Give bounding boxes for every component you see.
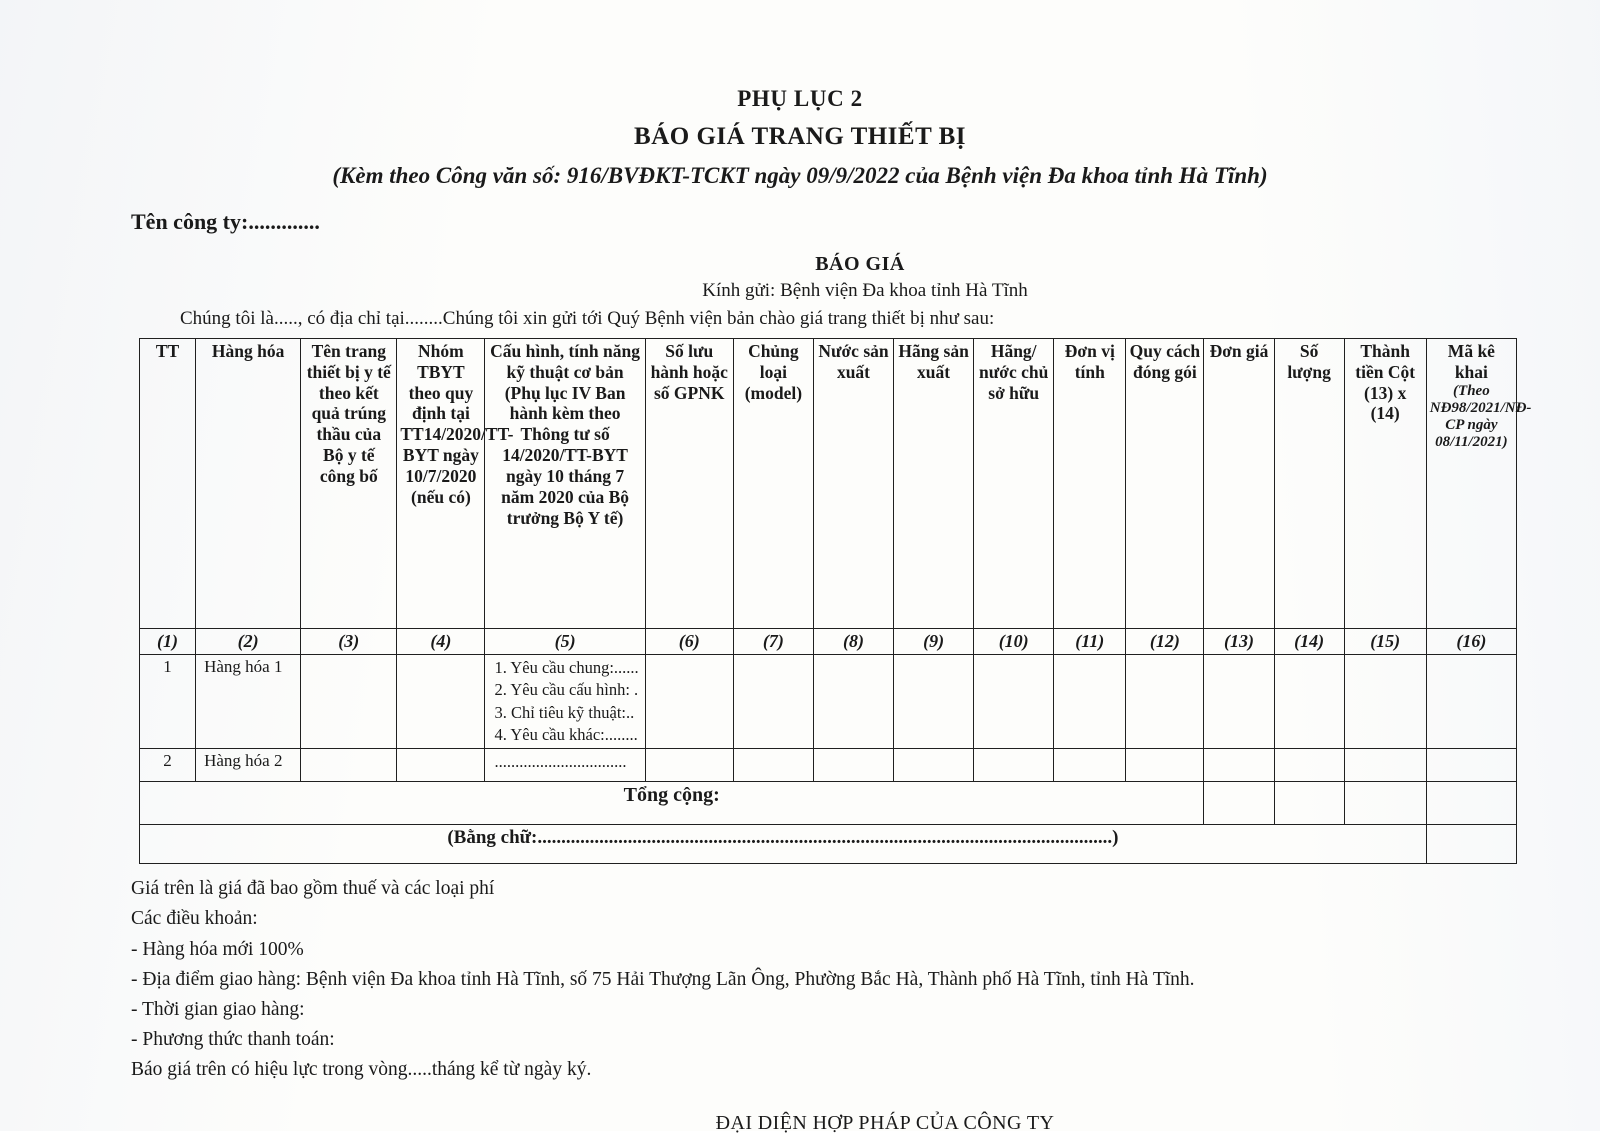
total-declaration-code[interactable] xyxy=(1426,782,1516,825)
note-validity: Báo giá trên có hiệu lực trong vòng.....tháng kể từ ngày ký. xyxy=(131,1059,592,1081)
cell-unit[interactable] xyxy=(1054,749,1126,782)
header-declaration-code-note: (Theo NĐ98/2021/NĐ-CP ngày 08/11/2021) xyxy=(1429,382,1532,451)
header-model: Chủng loại (model) xyxy=(733,339,813,629)
cell-registration-number[interactable] xyxy=(645,655,733,749)
cell-goods[interactable]: Hàng hóa 2 xyxy=(196,749,301,782)
total-amount[interactable] xyxy=(1344,782,1426,825)
header-unit-price: Đơn giá xyxy=(1204,339,1274,629)
note-terms-heading: Các điều khoản: xyxy=(131,908,258,930)
quotation-table xyxy=(139,338,1532,864)
header-declaration-code xyxy=(1426,339,1532,629)
cell-manufacturer[interactable] xyxy=(894,655,974,749)
quote-heading: BÁO GIÁ xyxy=(815,253,905,275)
note-payment-method: - Phương thức thanh toán: xyxy=(131,1029,335,1051)
colnum-7: (7) xyxy=(733,629,813,655)
document-title: BÁO GIÁ TRANG THIẾT BỊ xyxy=(634,123,966,150)
cell-amount[interactable] xyxy=(1344,655,1426,749)
header-packaging: Quy cách đóng gói xyxy=(1126,339,1204,629)
document-subtitle: (Kèm theo Công văn số: 916/BVĐKT-TCKT ngày 09/9/2022 của Bệnh viện Đa khoa tỉnh Hà Tĩnh) xyxy=(332,163,1268,188)
cell-owner[interactable] xyxy=(974,749,1054,782)
header-configuration: Cấu hình, tính năng kỹ thuật cơ bản (Phụ lục IV Ban hành kèm theo Thông tư số 14/2020/TT-BYT ngày 10 tháng 7 năm 2020 của Bộ trưởng Bộ Y tế) xyxy=(485,339,645,629)
cell-tt[interactable]: 1 xyxy=(140,655,196,749)
header-unit: Đơn vị tính xyxy=(1054,339,1126,629)
cell-quantity[interactable] xyxy=(1274,749,1344,782)
cell-device-name[interactable] xyxy=(301,749,397,782)
colnum-14: (14) xyxy=(1274,629,1344,655)
header-device-name: Tên trang thiết bị y tế theo kết quả trúng thầu của Bộ y tế công bố xyxy=(301,339,397,629)
note-new-goods: - Hàng hóa mới 100% xyxy=(131,938,304,960)
config-line-4: 4. Yêu cầu khác:........ xyxy=(494,724,638,744)
cell-unit-price[interactable] xyxy=(1204,655,1274,749)
in-words-row xyxy=(140,825,1517,864)
config-line-1: 1. Yêu cầu chung:...... xyxy=(494,658,639,677)
cell-manufacturer[interactable] xyxy=(894,749,974,782)
colnum-13: (13) xyxy=(1204,629,1274,655)
title-block xyxy=(0,86,1600,189)
note-delivery-time: - Thời gian giao hàng: xyxy=(131,998,305,1020)
cell-model[interactable] xyxy=(733,655,813,749)
column-number-row xyxy=(140,629,1517,655)
cell-country[interactable] xyxy=(813,749,893,782)
table-row xyxy=(140,749,1517,782)
cell-packaging[interactable] xyxy=(1126,749,1204,782)
cell-amount[interactable] xyxy=(1344,749,1426,782)
colnum-8: (8) xyxy=(813,629,893,655)
cell-configuration[interactable] xyxy=(485,749,645,782)
colnum-16: (16) xyxy=(1426,629,1516,655)
total-row xyxy=(140,782,1517,825)
colnum-11: (11) xyxy=(1054,629,1126,655)
note-price-includes-tax: Giá trên là giá đã bao gồm thuế và các loại phí xyxy=(131,878,495,900)
cell-model[interactable] xyxy=(733,749,813,782)
header-quantity: Số lượng xyxy=(1274,339,1344,629)
cell-packaging[interactable] xyxy=(1126,655,1204,749)
notes-block xyxy=(131,874,1600,1086)
company-name-line: Tên công ty:............. xyxy=(131,209,320,234)
cell-group[interactable] xyxy=(397,749,485,782)
cell-tt[interactable]: 2 xyxy=(140,749,196,782)
intro-paragraph: Chúng tôi là....., có địa chỉ tại........Chúng tôi xin gửi tới Quý Bệnh viện bản chào giá trang thiết bị như sau: xyxy=(180,308,995,329)
in-words-spare xyxy=(1426,825,1516,864)
colnum-2: (2) xyxy=(196,629,301,655)
header-declaration-code-label: Mã kê khai xyxy=(1447,341,1495,382)
colnum-12: (12) xyxy=(1126,629,1204,655)
colnum-4: (4) xyxy=(397,629,485,655)
header-group: Nhóm TBYT theo quy định tại TT14/2020/TT-BYT ngày 10/7/2020 (nếu có) xyxy=(397,339,485,629)
colnum-3: (3) xyxy=(301,629,397,655)
config-line-1: ................................ xyxy=(494,752,627,772)
total-unit-price[interactable] xyxy=(1204,782,1274,825)
cell-country[interactable] xyxy=(813,655,893,749)
header-amount: Thành tiền Cột (13) x (14) xyxy=(1344,339,1426,629)
appendix-label: PHỤ LỤC 2 xyxy=(737,86,863,111)
colnum-15: (15) xyxy=(1344,629,1426,655)
in-words-label[interactable]: (Bằng chữ:.........................................................................................................................) xyxy=(140,825,1427,864)
cell-unit-price[interactable] xyxy=(1204,749,1274,782)
addressee-line: Kính gửi: Bệnh viện Đa khoa tỉnh Hà Tĩnh xyxy=(702,280,1028,301)
cell-goods[interactable]: Hàng hóa 1 xyxy=(196,655,301,749)
table-header-row xyxy=(140,339,1517,629)
cell-quantity[interactable] xyxy=(1274,655,1344,749)
total-label: Tổng cộng: xyxy=(140,782,1204,825)
cell-owner[interactable] xyxy=(974,655,1054,749)
cell-declaration-code[interactable] xyxy=(1426,655,1516,749)
config-line-3: 3. Chỉ tiêu kỹ thuật:.. xyxy=(494,702,635,722)
cell-declaration-code[interactable] xyxy=(1426,749,1516,782)
header-tt: TT xyxy=(140,339,196,629)
header-owner: Hãng/ nước chủ sở hữu xyxy=(974,339,1054,629)
cell-unit[interactable] xyxy=(1054,655,1126,749)
header-goods: Hàng hóa xyxy=(196,339,301,629)
note-delivery-location: - Địa điểm giao hàng: Bệnh viện Đa khoa tỉnh Hà Tĩnh, số 75 Hải Thượng Lãn Ông, Phường Bắc Hà, Thành phố Hà Tĩnh, tỉnh Hà Tĩnh. xyxy=(131,968,1195,990)
table-row xyxy=(140,655,1517,749)
colnum-1: (1) xyxy=(140,629,196,655)
cell-group[interactable] xyxy=(397,655,485,749)
header-manufacturer: Hãng sản xuất xyxy=(894,339,974,629)
cell-device-name[interactable] xyxy=(301,655,397,749)
cell-registration-number[interactable] xyxy=(645,749,733,782)
header-country: Nước sản xuất xyxy=(813,339,893,629)
colnum-9: (9) xyxy=(894,629,974,655)
total-quantity[interactable] xyxy=(1274,782,1344,825)
colnum-6: (6) xyxy=(645,629,733,655)
cell-configuration[interactable] xyxy=(485,655,645,749)
colnum-5: (5) xyxy=(485,629,645,655)
config-line-2: 2. Yêu cầu cấu hình: . xyxy=(494,680,639,700)
header-registration-number: Số lưu hành hoặc số GPNK xyxy=(645,339,733,629)
signature-label: ĐẠI DIỆN HỢP PHÁP CỦA CÔNG TY xyxy=(715,1111,1055,1134)
colnum-10: (10) xyxy=(974,629,1054,655)
